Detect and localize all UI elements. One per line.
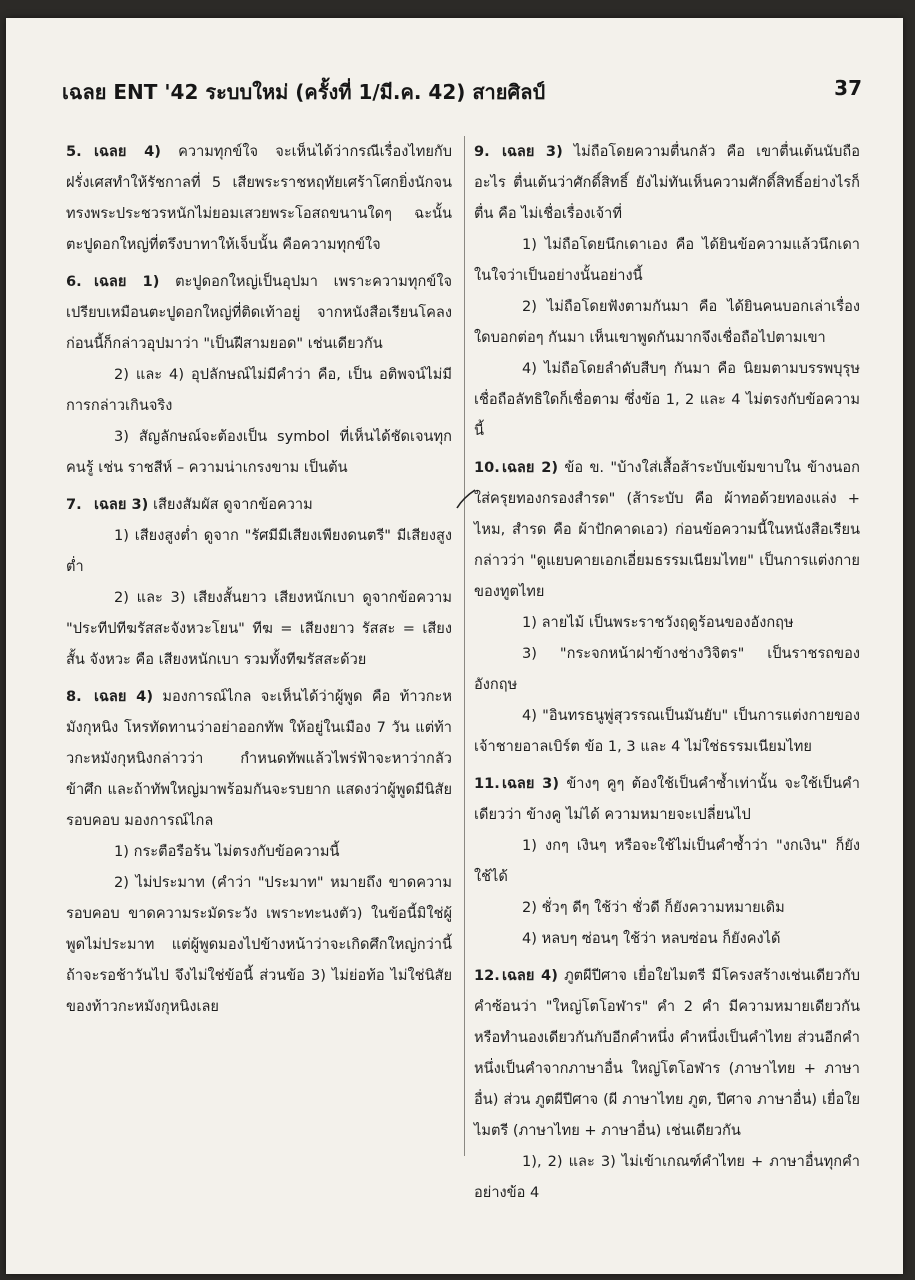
- explanation: 3) "กระจกหน้าฝาข้างช่างวิจิตร" เป็นราชรถของอังกฤษ: [474, 645, 860, 693]
- answer-item: [474, 768, 860, 954]
- answer-text: ข้างๆ คูๆ ต้องใช้เป็นคำซ้ำเท่านั้น จะใช้เป็นคำเดียวว่า ข้างคู ไม่ได้ ความหมายจะเปลี่ยนไป: [474, 775, 861, 823]
- question-number: 6.: [66, 273, 82, 290]
- answer-text: ตะปูดอกใหญ่เป็นอุปมา เพราะความทุกข์ใจเปรียบเหมือนตะปูดอกใหญ่ที่ติดเท้าอยู่ จากหนังสือเรียนโคลงก่อนนี้ก็กล่าวอุปมาว่า "เป็นฝีสามยอด" เช่นเดียวกัน: [66, 273, 453, 352]
- page-number: 37: [834, 76, 862, 100]
- answer-item: [474, 452, 860, 762]
- answer-key: เฉลย 2): [502, 459, 559, 476]
- answer-text: ความทุกข์ใจ จะเห็นได้ว่ากรณีเรื่องไทยกับฝรั่งเศสทำให้รัชกาลที่ 5 เสียพระราชหฤทัยเศร้าโศกยิ่งนักจนทรงพระประชวรหนักไม่ยอมเสวยพระโอสถขนานใดๆ ฉะนั้นตะปูดอกใหญ่ที่ตรึงบาทาให้เจ็บนั้น คือความทุกข์ใจ: [66, 143, 452, 253]
- explanation: 1), 2) และ 3) ไม่เข้าเกณฑ์คำไทย + ภาษาอื่นทุกคำ อย่างข้อ 4: [474, 1153, 860, 1201]
- answer-text: เสียงสัมผัส ดูจากข้อความ: [152, 496, 313, 513]
- explanation: 4) หลบๆ ซ่อนๆ ใช้ว่า หลบซ่อน ก็ยังคงได้: [522, 930, 781, 947]
- explanation: 1) ไม่ถือโดยนึกเดาเอง คือ ได้ยินข้อความแล้วนึกเดาในใจว่าเป็นอย่างนั้นอย่างนี้: [474, 236, 860, 284]
- question-number: 10.: [474, 459, 500, 476]
- question-number: 8.: [66, 688, 82, 705]
- right-column: [474, 136, 860, 1214]
- explanation: 4) "อินทรธนูพู่สุวรรณเป็นมันยับ" เป็นการแต่งกายของเจ้าชายอาลเบิร์ต ข้อ 1, 3 และ 4 ไม่ใช่ธรรมเนียมไทย: [474, 707, 860, 755]
- answer-text: ภูตผีปีศาจ เยื่อใยไมตรี มีโครงสร้างเช่นเดียวกับคำซ้อนว่า "ใหญ่โตโอฬาร" คำ 2 คำ มีความหมายเดียวกันหรือทำนองเดียวกันกับอีกคำหนึ่ง คำหนึ่งเป็นคำไทย ส่วนอีกคำหนึ่งเป็นคำจากภาษาอื่น ใหญ่โตโอฬาร (ภาษาไทย + ภาษาอื่น) ส่วน ภูตผีปีศาจ (ผี ภาษาไทย ภูต, ปีศาจ ภาษาอื่น) เยื่อใยไมตรี (ภาษาไทย + ภาษาอื่น) เช่นเดียวกัน: [474, 967, 861, 1139]
- answer-key: เฉลย 3): [502, 143, 563, 160]
- answer-item: [66, 681, 452, 1022]
- explanation: 1) งกๆ เงินๆ หรือจะใช้ไม่เป็นคำซ้ำว่า "งกเงิน" ก็ยังใช้ได้: [474, 837, 860, 885]
- answer-item: [66, 136, 452, 260]
- answer-key: เฉลย 4): [94, 688, 154, 705]
- answer-key: เฉลย 4): [94, 143, 161, 160]
- explanation: 2) ชั่วๆ ดีๆ ใช้ว่า ชั่วดี ก็ยังความหมายเดิม: [522, 899, 785, 916]
- answer-item: [474, 136, 860, 446]
- left-column: [66, 136, 452, 1028]
- answer-key: เฉลย 4): [502, 967, 558, 984]
- answer-item: [474, 960, 860, 1208]
- question-number: 11.: [474, 775, 500, 792]
- question-number: 12.: [474, 967, 500, 984]
- answer-text: มองการณ์ไกล จะเห็นได้ว่าผู้พูด คือ ท้าวกะหมังกุหนิง โหรทัดทานว่าอย่าออกทัพ ให้อยู่ในเมือง 7 วัน แต่ท้าวกะหมังกุหนิงกล่าวว่า กำหนดทัพแล้วไพร่ฟ้าจะหาว่ากลัวข้าศึก และถ้าทัพใหญ่มาพร้อมกันจะรบยาก แสดงว่าผู้พูดมีนิสัยรอบคอบ มองการณ์ไกล: [66, 688, 453, 829]
- explanation: 2) และ 3) เสียงสั้นยาว เสียงหนักเบา ดูจากข้อความ "ประทีปทีฆรัสสะจังหวะโยน" ทีฆ = เสียงยาว รัสสะ = เสียงสั้น จังหวะ คือ เสียงหนักเบา รวมทั้งทีฆรัสสะด้วย: [66, 589, 452, 668]
- document-page: [6, 18, 903, 1274]
- answer-text: ข้อ ข. "บ้างใส่เสื้อส้าระบับเข้มขาบใน ข้างนอกใส่ครุยทองกรองสำรด" (ส้าระบับ คือ ผ้าทอด้วยทองแล่ง + ไหม, สำรด คือ ผ้าปักคาดเอว) ก่อนข้อความนี้ในหนังสือเรียนกล่าวว่า "ดูแยบคายเอกเอี่ยมธรรมเนียมไทย" เป็นการแต่งกายของทูตไทย: [474, 459, 861, 600]
- question-number: 9.: [474, 143, 490, 160]
- page-header: [62, 76, 862, 112]
- explanation: 2) ไม่ถือโดยฟังตามกันมา คือ ได้ยินคนบอกเล่าเรื่องใดบอกต่อๆ กันมา เห็นเขาพูดกันมากจึงเชื่อถือไปตามเขา: [474, 298, 860, 346]
- answer-item: [66, 266, 452, 483]
- answer-item: [66, 489, 452, 675]
- answer-key: เฉลย 3): [502, 775, 559, 792]
- explanation: 2) และ 4) อุปลักษณ์ไม่มีคำว่า คือ, เป็น อติพจน์ไม่มีการกล่าวเกินจริง: [66, 366, 452, 414]
- explanation: 4) ไม่ถือโดยลำดับสืบๆ กันมา คือ นิยมตามบรรพบุรุษ เชื่อถือลัทธิใดก็เชื่อตาม ซึ่งข้อ 1, 2 และ 4 ไม่ตรงกับข้อความนี้: [474, 360, 860, 439]
- header-title: เฉลย ENT '42 ระบบใหม่ (ครั้งที่ 1/มี.ค. 42) สายศิลป์: [62, 80, 546, 104]
- answer-key: เฉลย 1): [94, 273, 160, 290]
- question-number: 5.: [66, 143, 82, 160]
- explanation: 1) กระตือรือร้น ไม่ตรงกับข้อความนี้: [114, 843, 340, 860]
- question-number: 7.: [66, 496, 82, 513]
- explanation: 3) สัญลักษณ์จะต้องเป็น symbol ที่เห็นได้ชัดเจนทุกคนรู้ เช่น ราชสีห์ – ความน่าเกรงขาม เป็นต้น: [66, 428, 452, 476]
- column-divider: [464, 136, 465, 1156]
- answer-key: เฉลย 3): [94, 496, 149, 513]
- answer-text: ไม่ถือโดยความตื่นกลัว คือ เขาตื่นเต้นนับถืออะไร ตื่นเต้นว่าศักดิ์สิทธิ์ ยังไม่ทันเห็นความศักดิ์สิทธิ์อย่างไรก็ตื่น คือ ไม่เชื่อเรื่องเจ้าที่: [474, 143, 861, 222]
- explanation: 1) เสียงสูงต่ำ ดูจาก "รัศมีมีเสียงเพียงดนตรี" มีเสียงสูงต่ำ: [66, 527, 452, 575]
- explanation: 1) ลายไม้ เป็นพระราชวังฤดูร้อนของอังกฤษ: [522, 614, 794, 631]
- explanation: 2) ไม่ประมาท (คำว่า "ประมาท" หมายถึง ขาดความรอบคอบ ขาดความระมัดระวัง เพราะทะนงตัว) ในข้อนี้มิใช่ผู้พูดไม่ประมาท แต่ผู้พูดมองไปข้างหน้าว่าจะเกิดศึกใหญ่กว่านี้ถ้าจะรอช้าวันไป จึงไม่ใช่ข้อนี้ ส่วนข้อ 3) ไม่ย่อท้อ ไม่ใช่นิสัยของท้าวกะหมังกุหนิงเลย: [66, 874, 452, 1015]
